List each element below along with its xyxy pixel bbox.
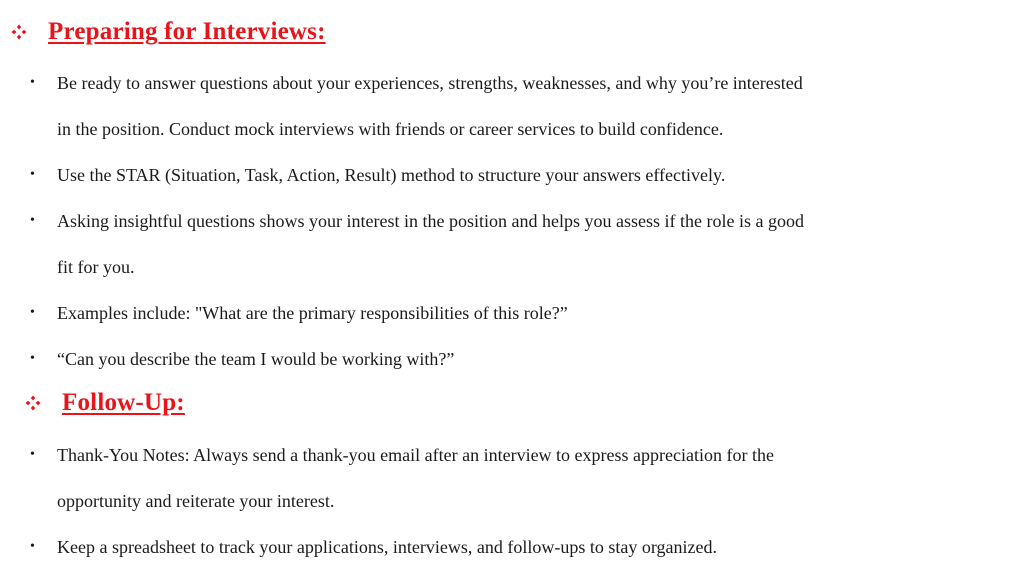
bullet-text-line: Examples include: "What are the primary responsibilities of this role?”: [57, 303, 568, 323]
diamond-bullet-icon: [24, 394, 42, 412]
section-title: Follow-Up:: [62, 389, 185, 416]
section-heading-preparing: [10, 18, 326, 46]
bullet-text-line: Asking insightful questions shows your interest in the position and helps you assess if the role is a good: [57, 211, 804, 231]
bullet-text-line: opportunity and reiterate your interest.: [57, 491, 335, 511]
section-title: Preparing for Interviews:: [48, 18, 326, 45]
bullet-dot: •: [30, 539, 35, 554]
bullet-dot: •: [30, 447, 35, 462]
diamond-bullet-icon: [10, 23, 28, 41]
bullet-text-line: in the position. Conduct mock interviews with friends or career services to build confidence.: [57, 119, 724, 139]
bullet-dot: •: [30, 75, 35, 90]
bullet-text-line: fit for you.: [57, 257, 135, 277]
bullet-text-line: Keep a spreadsheet to track your applications, interviews, and follow-ups to stay organized.: [57, 537, 717, 557]
bullet-dot: •: [30, 351, 35, 366]
bullet-dot: •: [30, 167, 35, 182]
bullet-text-line: “Can you describe the team I would be working with?”: [57, 349, 455, 369]
bullet-dot: •: [30, 213, 35, 228]
bullet-text-line: Use the STAR (Situation, Task, Action, Result) method to structure your answers effectively.: [57, 165, 726, 185]
section-heading-follow-up: [24, 389, 185, 417]
bullet-text-line: Thank-You Notes: Always send a thank-you email after an interview to express appreciation for the: [57, 445, 774, 465]
bullet-dot: •: [30, 305, 35, 320]
bullet-text-line: Be ready to answer questions about your experiences, strengths, weaknesses, and why you’re interested: [57, 73, 803, 93]
